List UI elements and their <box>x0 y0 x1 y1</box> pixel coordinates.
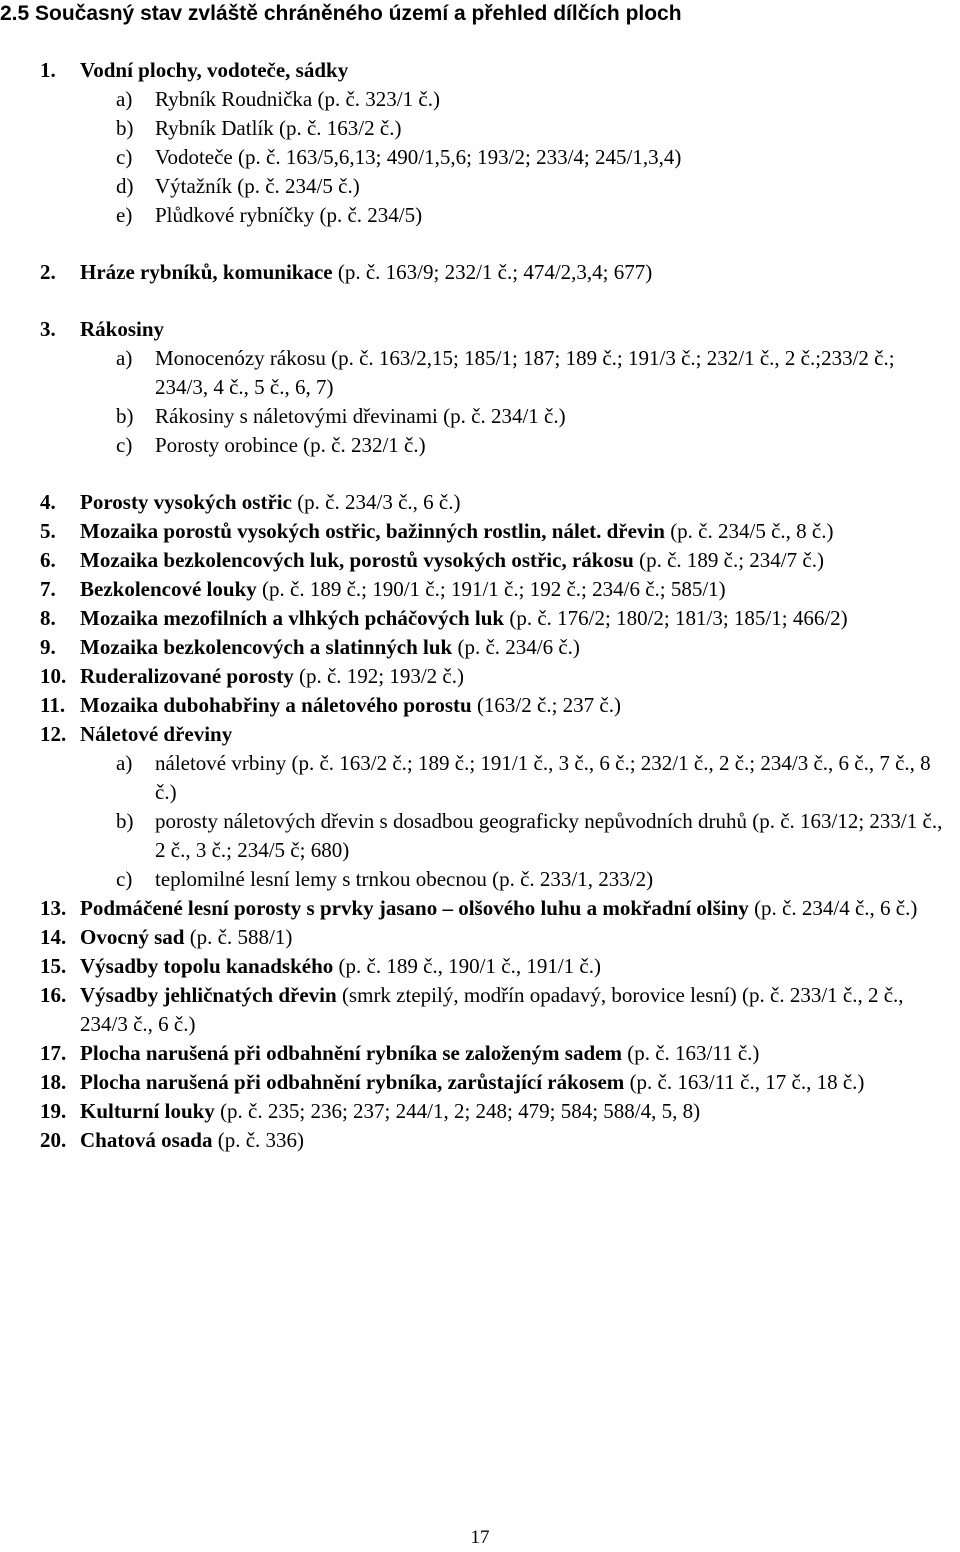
list-item <box>0 258 960 287</box>
item-title: Hráze rybníků, komunikace <box>80 260 333 284</box>
item-title: Plocha narušená při odbahnění rybníka se založeným sadem <box>80 1041 622 1065</box>
item-text <box>80 1068 948 1097</box>
list-spacer <box>0 287 960 315</box>
item-parcels: (p. č. 235; 236; 237; 244/1, 2; 248; 479; 584; 588/4, 5, 8) <box>214 1099 701 1123</box>
list-item <box>0 575 960 604</box>
item-number: 16. <box>40 983 67 1007</box>
item-number: 4. <box>40 490 56 514</box>
list-spacer <box>0 460 960 488</box>
item-text <box>80 517 948 546</box>
sub-item-text: Rybník Roudnička (p. č. 323/1 č.) <box>155 87 440 111</box>
item-parcels: (p. č. 189 č., 190/1 č., 191/1 č.) <box>333 954 601 978</box>
item-text <box>80 923 948 952</box>
item-title: Ruderalizované porosty <box>80 664 294 688</box>
sub-item-letter: d) <box>116 174 134 198</box>
item-title: Mozaika porostů vysokých ostřic, bažinných rostlin, nálet. dřevin <box>80 519 665 543</box>
item-title: Podmáčené lesní porosty s prvky jasano – olšového luhu a mokřadní olšiny <box>80 896 749 920</box>
section-heading: 2.5 Současný stav zvláště chráněného území a přehled dílčích ploch <box>0 2 682 25</box>
item-title: Výsadby topolu kanadského <box>80 954 334 978</box>
sub-item <box>0 114 960 143</box>
sub-item-text: Porosty orobince (p. č. 232/1 č.) <box>155 433 426 457</box>
list-item <box>0 1097 960 1126</box>
list-item <box>0 720 960 749</box>
item-title: Výsadby jehličnatých dřevin <box>80 983 337 1007</box>
sub-item <box>0 402 960 431</box>
item-parcels: (163/2 č.; 237 č.) <box>471 693 621 717</box>
list-item <box>0 923 960 952</box>
item-title: Chatová osada <box>80 1128 213 1152</box>
item-text <box>80 1039 948 1068</box>
sub-item-letter: b) <box>116 404 134 428</box>
item-number: 9. <box>40 635 56 659</box>
list-item <box>0 633 960 662</box>
item-title: Vodní plochy, vodoteče, sádky <box>80 58 349 82</box>
item-number: 13. <box>40 896 67 920</box>
sub-item-text: porosty náletových dřevin s dosadbou geograficky nepůvodních druhů (p. č. 163/12; 233/1 č., 2 č., 3 č.; 234/5 č; 680) <box>155 809 943 862</box>
sub-item-text: Monocenózy rákosu (p. č. 163/2,15; 185/1; 187; 189 č.; 191/3 č.; 232/1 č., 2 č.;233/2 č.; 234/3, 4 č., 5 č., 6, 7) <box>155 346 895 399</box>
item-title: Kulturní louky <box>80 1099 215 1123</box>
sub-item <box>0 807 960 865</box>
item-title: Porosty vysokých ostřic <box>80 490 292 514</box>
item-text <box>80 952 948 981</box>
sub-item-letter: a) <box>116 346 133 370</box>
item-title: Plocha narušená při odbahnění rybníka, zarůstající rákosem <box>80 1070 625 1094</box>
item-number: 17. <box>40 1041 67 1065</box>
item-text <box>80 488 948 517</box>
list-item <box>0 517 960 546</box>
page-number: 17 <box>470 1527 490 1548</box>
sub-item-letter: c) <box>116 433 133 457</box>
item-parcels: (smrk ztepilý, modřín opadavý, borovice lesní) (p. č. 233/1 č., 2 č., 234/3 č., 6 č.) <box>80 983 904 1036</box>
list-spacer <box>0 230 960 258</box>
sub-item-letter: c) <box>116 145 133 169</box>
item-title: Mozaika bezkolencových luk, porostů vysokých ostřic, rákosu <box>80 548 634 572</box>
item-parcels: (p. č. 234/6 č.) <box>452 635 580 659</box>
sub-item-text: Výtažník (p. č. 234/5 č.) <box>155 174 360 198</box>
item-text <box>80 894 948 923</box>
list-item <box>0 1039 960 1068</box>
item-title: Ovocný sad <box>80 925 185 949</box>
item-text <box>80 981 948 1039</box>
item-title: Náletové dřeviny <box>80 722 233 746</box>
list-item <box>0 315 960 344</box>
item-title: Mozaika dubohabřiny a náletového porostu <box>80 693 472 717</box>
item-parcels: (p. č. 234/5 č., 8 č.) <box>664 519 834 543</box>
item-title: Bezkolencové louky <box>80 577 257 601</box>
sub-item-letter: a) <box>116 751 133 775</box>
item-parcels: (p. č. 163/11 č., 17 č., 18 č.) <box>624 1070 865 1094</box>
item-parcels: (p. č. 234/4 č., 6 č.) <box>748 896 918 920</box>
sub-item <box>0 201 960 230</box>
item-text <box>80 720 948 749</box>
item-text <box>80 258 948 287</box>
item-title: Mozaika mezofilních a vlhkých pcháčových luk <box>80 606 505 630</box>
sub-item-text: Rybník Datlík (p. č. 163/2 č.) <box>155 116 402 140</box>
list-item <box>0 56 960 85</box>
item-parcels: (p. č. 234/3 č., 6 č.) <box>291 490 461 514</box>
sub-item-text: Plůdkové rybníčky (p. č. 234/5) <box>155 203 423 227</box>
item-text <box>80 604 948 633</box>
sub-item-letter: c) <box>116 867 133 891</box>
sub-item-letter: a) <box>116 87 133 111</box>
sub-item <box>0 143 960 172</box>
item-number: 2. <box>40 260 56 284</box>
item-title: Rákosiny <box>80 317 165 341</box>
item-text <box>80 1126 948 1155</box>
sub-item-text: Vodoteče (p. č. 163/5,6,13; 490/1,5,6; 193/2; 233/4; 245/1,3,4) <box>155 145 682 169</box>
sub-item-text: Rákosiny s náletovými dřevinami (p. č. 234/1 č.) <box>155 404 566 428</box>
item-text <box>80 56 948 85</box>
item-number: 12. <box>40 722 67 746</box>
item-parcels: (p. č. 336) <box>212 1128 305 1152</box>
sub-item <box>0 431 960 460</box>
item-number: 8. <box>40 606 56 630</box>
item-number: 6. <box>40 548 56 572</box>
item-number: 19. <box>40 1099 67 1123</box>
item-number: 3. <box>40 317 56 341</box>
sub-item-letter: b) <box>116 809 134 833</box>
item-number: 14. <box>40 925 67 949</box>
list-item <box>0 691 960 720</box>
item-title: Mozaika bezkolencových a slatinných luk <box>80 635 453 659</box>
item-text <box>80 575 948 604</box>
item-number: 18. <box>40 1070 67 1094</box>
item-text <box>80 1097 948 1126</box>
list-item <box>0 894 960 923</box>
list-item <box>0 488 960 517</box>
item-number: 10. <box>40 664 67 688</box>
item-text <box>80 315 948 344</box>
item-number: 11. <box>40 693 66 717</box>
sub-item <box>0 749 960 807</box>
list-item <box>0 1126 960 1155</box>
list-item <box>0 662 960 691</box>
list-item <box>0 1068 960 1097</box>
item-parcels: (p. č. 588/1) <box>184 925 293 949</box>
list-item <box>0 952 960 981</box>
sub-item-letter: e) <box>116 203 133 227</box>
sub-item <box>0 865 960 894</box>
item-text <box>80 691 948 720</box>
item-number: 7. <box>40 577 56 601</box>
sub-item <box>0 85 960 114</box>
list-item <box>0 546 960 575</box>
item-parcels: (p. č. 189 č.; 234/7 č.) <box>633 548 824 572</box>
list-item <box>0 604 960 633</box>
list-item <box>0 981 960 1039</box>
item-number: 15. <box>40 954 67 978</box>
item-text <box>80 662 948 691</box>
item-parcels: (p. č. 163/11 č.) <box>621 1041 760 1065</box>
sub-item <box>0 172 960 201</box>
item-parcels: (p. č. 189 č.; 190/1 č.; 191/1 č.; 192 č.; 234/6 č.; 585/1) <box>256 577 726 601</box>
item-text <box>80 633 948 662</box>
item-number: 5. <box>40 519 56 543</box>
sub-item-text: teplomilné lesní lemy s trnkou obecnou (p. č. 233/1, 233/2) <box>155 867 654 891</box>
item-parcels: (p. č. 163/9; 232/1 č.; 474/2,3,4; 677) <box>332 260 653 284</box>
item-number: 1. <box>40 58 56 82</box>
item-parcels: (p. č. 192; 193/2 č.) <box>293 664 464 688</box>
item-parcels: (p. č. 176/2; 180/2; 181/3; 185/1; 466/2) <box>504 606 848 630</box>
sub-item-text: náletové vrbiny (p. č. 163/2 č.; 189 č.; 191/1 č., 3 č., 6 č.; 232/1 č., 2 č.; 234/3 č., 6 č., 7 č., 8 č.) <box>155 751 931 804</box>
sub-item <box>0 344 960 402</box>
plot-list <box>0 56 960 1155</box>
item-text <box>80 546 948 575</box>
item-number: 20. <box>40 1128 67 1152</box>
sub-item-letter: b) <box>116 116 134 140</box>
